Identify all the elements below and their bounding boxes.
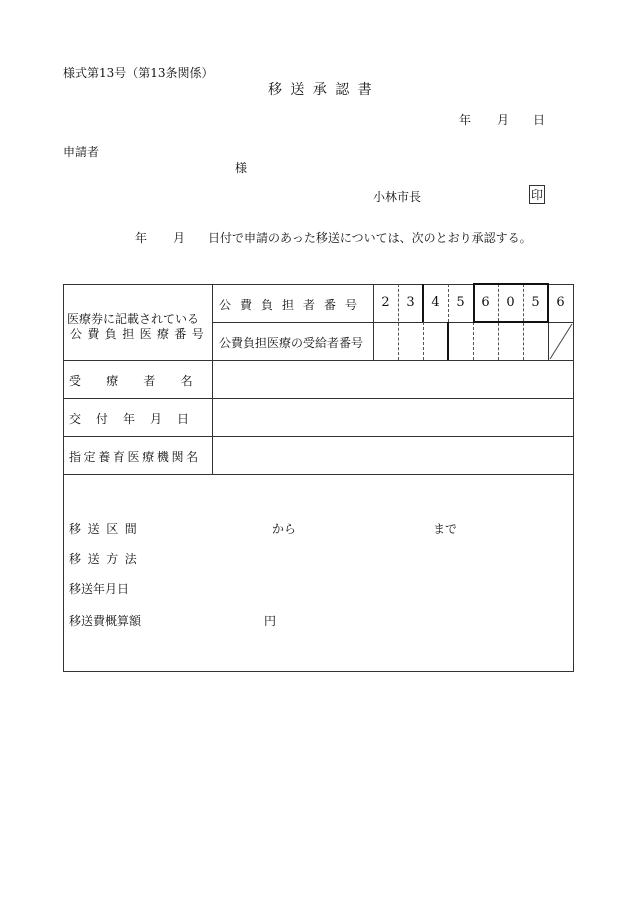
payer-digit: 3 bbox=[406, 295, 415, 310]
seal-mark: 印 bbox=[529, 185, 545, 204]
header-label-line2: 公費負担医療番号 bbox=[70, 327, 210, 341]
statement-year: 年 bbox=[135, 231, 148, 245]
payer-digit: 2 bbox=[381, 295, 390, 310]
to-label: まで bbox=[433, 522, 458, 536]
payer-number-label: 公費負担者番号 bbox=[219, 298, 367, 312]
statement-text: 日付で申請のあった移送については、次のとおり承認する。 bbox=[208, 231, 532, 245]
patient-name-label: 受療者名 bbox=[69, 374, 218, 388]
date-day: 日 bbox=[533, 113, 546, 127]
form-number: 様式第13号（第13条関係） bbox=[63, 66, 214, 80]
issue-date-label: 交付年月日 bbox=[69, 412, 205, 426]
statement-month: 月 bbox=[173, 231, 186, 245]
issuer: 小林市長 bbox=[373, 190, 422, 204]
applicant-label: 申請者 bbox=[63, 145, 100, 159]
payer-digit: 0 bbox=[506, 295, 515, 310]
from-label: から bbox=[272, 522, 297, 536]
header-label-line1: 医療券に記載されている bbox=[67, 312, 200, 326]
transport-date-label: 移送年月日 bbox=[69, 582, 130, 596]
yen-label: 円 bbox=[264, 614, 277, 628]
payer-digit: 4 bbox=[431, 295, 440, 310]
date-month: 月 bbox=[497, 113, 510, 127]
payer-digit: 6 bbox=[481, 295, 490, 310]
date-year: 年 bbox=[459, 113, 472, 127]
institution-label: 指定養育医療機関名 bbox=[69, 450, 201, 464]
transport-method-label: 移送方法 bbox=[69, 552, 144, 566]
document-title: 移送承認書 bbox=[268, 82, 380, 98]
payer-digit: 5 bbox=[456, 295, 465, 310]
transport-section-label: 移送区間 bbox=[69, 522, 144, 536]
diagonal-slash bbox=[548, 322, 573, 360]
recipient-number-label: 公費負担医療の受給者番号 bbox=[219, 336, 364, 350]
honorific: 様 bbox=[235, 161, 248, 175]
payer-digit: 5 bbox=[531, 295, 540, 310]
cost-label: 移送費概算額 bbox=[69, 614, 142, 628]
payer-digit: 6 bbox=[556, 295, 565, 310]
